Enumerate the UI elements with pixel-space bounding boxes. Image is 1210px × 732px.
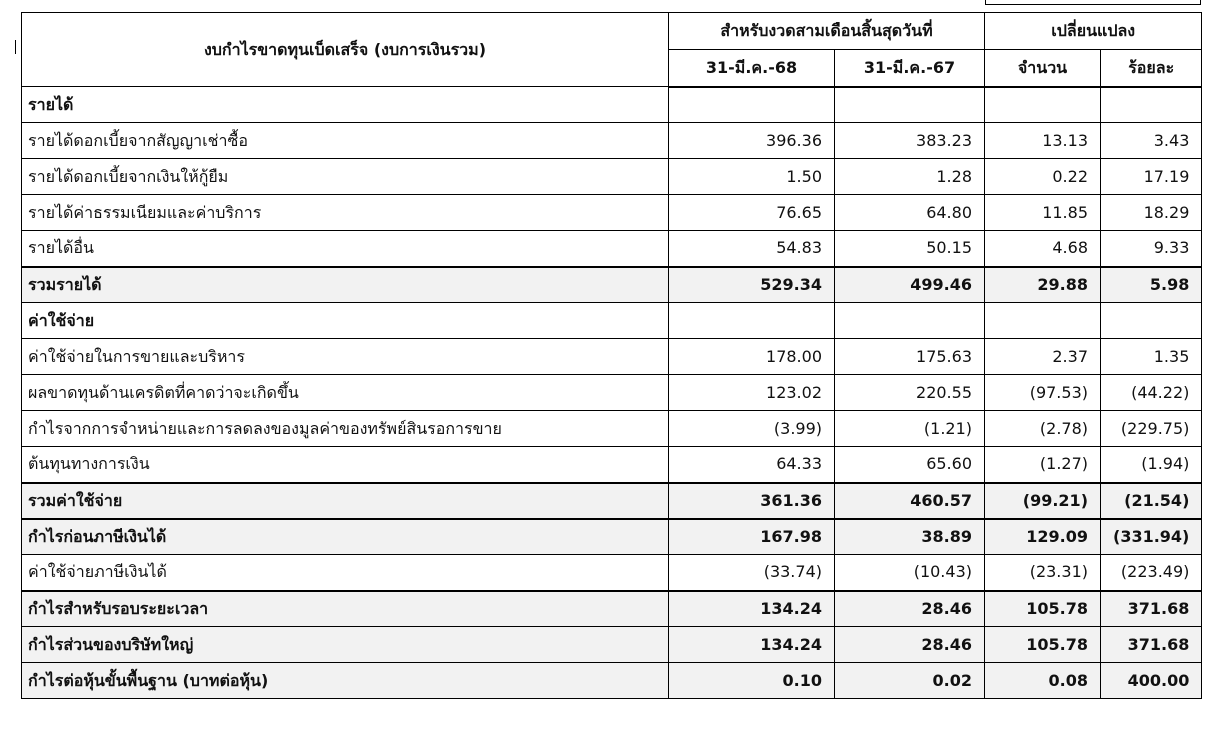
row-label: ค่าใช้จ่ายในการขายและบริหาร	[22, 339, 669, 375]
cell-2025: 134.24	[669, 591, 835, 627]
cell-percent: 5.98	[1101, 267, 1202, 303]
cell-percent: 400.00	[1101, 663, 1202, 699]
cell-2024: 220.55	[835, 375, 985, 411]
table-row	[22, 159, 1202, 195]
cell-2024: 0.02	[835, 663, 985, 699]
table-row	[22, 303, 1202, 339]
cell-2024: 50.15	[835, 231, 985, 267]
cell-2025: (33.74)	[669, 555, 835, 591]
cell-2025: 361.36	[669, 483, 835, 519]
cell-2024: 38.89	[835, 519, 985, 555]
table-row	[22, 267, 1202, 303]
cell-2024: 175.63	[835, 339, 985, 375]
cell-amount: (23.31)	[985, 555, 1101, 591]
cell-amount: 129.09	[985, 519, 1101, 555]
cell-2025: 64.33	[669, 447, 835, 483]
change-group-header: เปลี่ยนแปลง	[985, 13, 1202, 50]
row-label: ค่าใช้จ่ายภาษีเงินได้	[22, 555, 669, 591]
income-statement-table	[21, 12, 1202, 699]
cell-2025: (3.99)	[669, 411, 835, 447]
table-row	[22, 339, 1202, 375]
cell-2025: 396.36	[669, 123, 835, 159]
row-label: ค่าใช้จ่าย	[22, 303, 669, 339]
row-label: รายได้ค่าธรรมเนียมและค่าบริการ	[22, 195, 669, 231]
cell-percent: 3.43	[1101, 123, 1202, 159]
unit-note-box	[985, 0, 1201, 5]
cell-percent: (223.49)	[1101, 555, 1202, 591]
row-label: รวมรายได้	[22, 267, 669, 303]
cell-amount: (1.27)	[985, 447, 1101, 483]
col-header-amount: จำนวน	[985, 50, 1101, 87]
table-row	[22, 123, 1202, 159]
table-row	[22, 483, 1202, 519]
cell-2024	[835, 303, 985, 339]
cell-amount: 0.08	[985, 663, 1101, 699]
row-label: ต้นทุนทางการเงิน	[22, 447, 669, 483]
cell-percent	[1101, 87, 1202, 123]
cell-2025: 167.98	[669, 519, 835, 555]
table-row	[22, 555, 1202, 591]
table-row	[22, 447, 1202, 483]
cell-percent: 18.29	[1101, 195, 1202, 231]
cell-2024: 65.60	[835, 447, 985, 483]
cell-percent: 9.33	[1101, 231, 1202, 267]
table-row	[22, 591, 1202, 627]
cell-2024: 499.46	[835, 267, 985, 303]
cell-2024: 1.28	[835, 159, 985, 195]
cell-2025	[669, 87, 835, 123]
cell-percent: 371.68	[1101, 627, 1202, 663]
cell-amount: (97.53)	[985, 375, 1101, 411]
cell-2024: (1.21)	[835, 411, 985, 447]
table-row	[22, 519, 1202, 555]
cell-2025: 76.65	[669, 195, 835, 231]
table-row	[22, 411, 1202, 447]
table-row	[22, 231, 1202, 267]
cell-percent: (331.94)	[1101, 519, 1202, 555]
margin-mark	[15, 40, 16, 54]
cell-2025: 1.50	[669, 159, 835, 195]
cell-amount: 2.37	[985, 339, 1101, 375]
cell-2025	[669, 303, 835, 339]
cell-amount: 105.78	[985, 591, 1101, 627]
row-label: รายได้ดอกเบี้ยจากสัญญาเช่าซื้อ	[22, 123, 669, 159]
cell-2025: 134.24	[669, 627, 835, 663]
cell-2024: 383.23	[835, 123, 985, 159]
cell-amount: 29.88	[985, 267, 1101, 303]
cell-amount: 4.68	[985, 231, 1101, 267]
period-group-header: สำหรับงวดสามเดือนสิ้นสุดวันที่	[669, 13, 985, 50]
cell-amount: 0.22	[985, 159, 1101, 195]
cell-percent: 371.68	[1101, 591, 1202, 627]
row-label: กำไรก่อนภาษีเงินได้	[22, 519, 669, 555]
cell-2025: 529.34	[669, 267, 835, 303]
cell-percent: (44.22)	[1101, 375, 1202, 411]
cell-2025: 54.83	[669, 231, 835, 267]
cell-percent: 1.35	[1101, 339, 1202, 375]
cell-percent: 17.19	[1101, 159, 1202, 195]
row-label: กำไรสำหรับรอบระยะเวลา	[22, 591, 669, 627]
cell-2024: 64.80	[835, 195, 985, 231]
cell-2024: 28.46	[835, 627, 985, 663]
row-label: รายได้อื่น	[22, 231, 669, 267]
row-label: รายได้	[22, 87, 669, 123]
row-label: กำไรต่อหุ้นขั้นพื้นฐาน (บาทต่อหุ้น)	[22, 663, 669, 699]
cell-amount: (99.21)	[985, 483, 1101, 519]
row-label: รายได้ดอกเบี้ยจากเงินให้กู้ยืม	[22, 159, 669, 195]
cell-amount: 13.13	[985, 123, 1101, 159]
table-row	[22, 375, 1202, 411]
cell-amount	[985, 303, 1101, 339]
cell-amount: (2.78)	[985, 411, 1101, 447]
cell-percent: (229.75)	[1101, 411, 1202, 447]
col-header-percent: ร้อยละ	[1101, 50, 1202, 87]
cell-percent	[1101, 303, 1202, 339]
cell-amount: 105.78	[985, 627, 1101, 663]
table-row	[22, 195, 1202, 231]
cell-percent: (21.54)	[1101, 483, 1202, 519]
table-row	[22, 87, 1202, 123]
cell-2025: 0.10	[669, 663, 835, 699]
cell-2024: 28.46	[835, 591, 985, 627]
cell-2024: (10.43)	[835, 555, 985, 591]
cell-2024	[835, 87, 985, 123]
statement-title: งบกำไรขาดทุนเบ็ดเสร็จ (งบการเงินรวม)	[22, 13, 669, 87]
col-header-2024: 31-มี.ค.-67	[835, 50, 985, 87]
cell-amount: 11.85	[985, 195, 1101, 231]
row-label: ผลขาดทุนด้านเครดิตที่คาดว่าจะเกิดขึ้น	[22, 375, 669, 411]
table-row	[22, 627, 1202, 663]
row-label: กำไรส่วนของบริษัทใหญ่	[22, 627, 669, 663]
row-label: กำไรจากการจำหน่ายและการลดลงของมูลค่าของทรัพย์สินรอการขาย	[22, 411, 669, 447]
col-header-2025: 31-มี.ค.-68	[669, 50, 835, 87]
cell-2024: 460.57	[835, 483, 985, 519]
table-row	[22, 663, 1202, 699]
cell-percent: (1.94)	[1101, 447, 1202, 483]
row-label: รวมค่าใช้จ่าย	[22, 483, 669, 519]
cell-2025: 123.02	[669, 375, 835, 411]
cell-amount	[985, 87, 1101, 123]
cell-2025: 178.00	[669, 339, 835, 375]
